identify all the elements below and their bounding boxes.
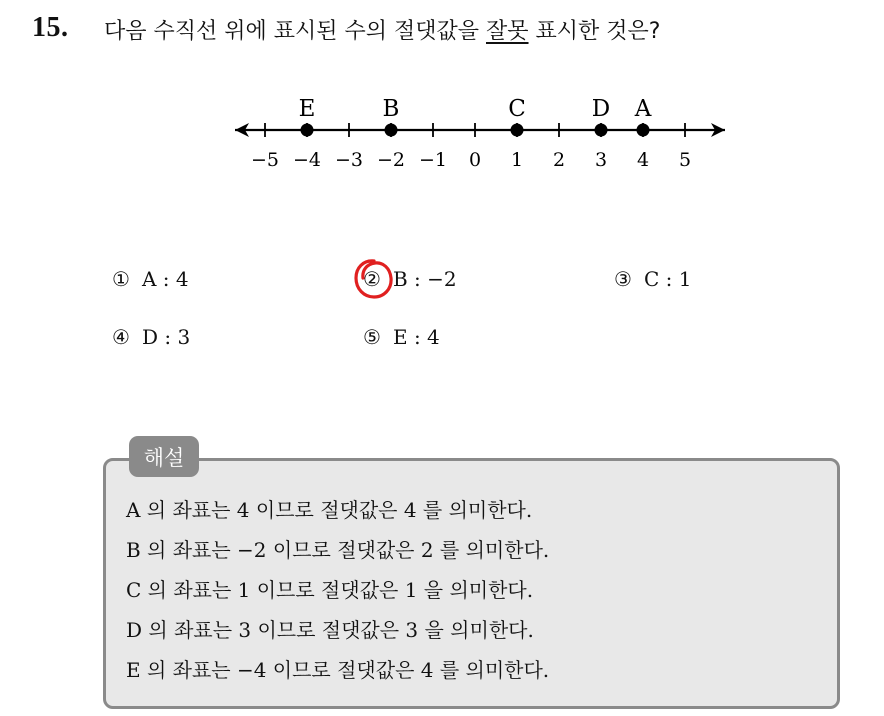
point-label-a: A <box>634 96 652 122</box>
tick-label: 1 <box>510 149 524 171</box>
choice-5-number: ⑤ <box>363 325 381 349</box>
choice-4[interactable] <box>112 325 190 349</box>
point-label-b: B <box>382 96 400 122</box>
tick-label: −1 <box>418 149 448 171</box>
solution-line-e: E 의 좌표는 −4 이므로 절댓값은 4 를 의미한다. <box>126 658 550 682</box>
tick-label: −2 <box>376 149 406 171</box>
tick-label: −4 <box>292 149 322 171</box>
choice-1-number: ① <box>112 267 130 291</box>
point-c <box>511 124 524 137</box>
point-label-c: C <box>508 96 526 122</box>
choice-1[interactable] <box>112 267 189 291</box>
tick-label: 5 <box>678 149 692 171</box>
choice-4-number: ④ <box>112 325 130 349</box>
point-d <box>595 124 608 137</box>
choice-3[interactable] <box>614 267 691 291</box>
point-label-e: E <box>298 96 316 122</box>
solution-line-c: C 의 좌표는 1 이므로 절댓값은 1 을 의미한다. <box>126 578 534 602</box>
point-b <box>385 124 398 137</box>
choice-5[interactable] <box>363 325 440 349</box>
solution-tab: 해설 <box>129 436 199 477</box>
solution-lines <box>126 490 549 690</box>
question-number: 15. <box>32 12 69 43</box>
question-text <box>104 14 660 45</box>
choice-3-number: ③ <box>614 267 632 291</box>
tick-label: 0 <box>468 149 482 171</box>
choice-4-text: D : 3 <box>142 325 191 349</box>
point-label-d: D <box>591 96 611 122</box>
answer-circle-mark-icon <box>351 256 397 302</box>
solution-line-d: D 의 좌표는 3 이므로 절댓값은 3 을 의미한다. <box>126 618 534 642</box>
tick-label: 4 <box>636 149 650 171</box>
point-e <box>301 124 314 137</box>
choice-2-text: B : −2 <box>393 267 457 291</box>
choice-3-text: C : 1 <box>644 267 692 291</box>
point-a <box>637 124 650 137</box>
choice-1-text: A : 4 <box>142 267 189 291</box>
tick-label: 2 <box>552 149 566 171</box>
tick-label: 3 <box>594 149 608 171</box>
solution-line-b: B 의 좌표는 −2 이므로 절댓값은 2 를 의미한다. <box>126 538 550 562</box>
question-text-start: 다음 수직선 위에 표시된 수의 절댓값을 <box>104 19 486 44</box>
question-text-end: 표시한 것은? <box>528 19 661 44</box>
question-underlined-word: 잘못 <box>486 19 529 44</box>
tick-label: −3 <box>334 149 364 171</box>
solution-line-a: A 의 좌표는 4 이므로 절댓값은 4 를 의미한다. <box>126 498 533 522</box>
number-line <box>225 85 735 180</box>
tick-label: −5 <box>250 149 280 171</box>
choice-5-text: E : 4 <box>393 325 440 349</box>
choice-2-number: ② <box>363 267 381 291</box>
